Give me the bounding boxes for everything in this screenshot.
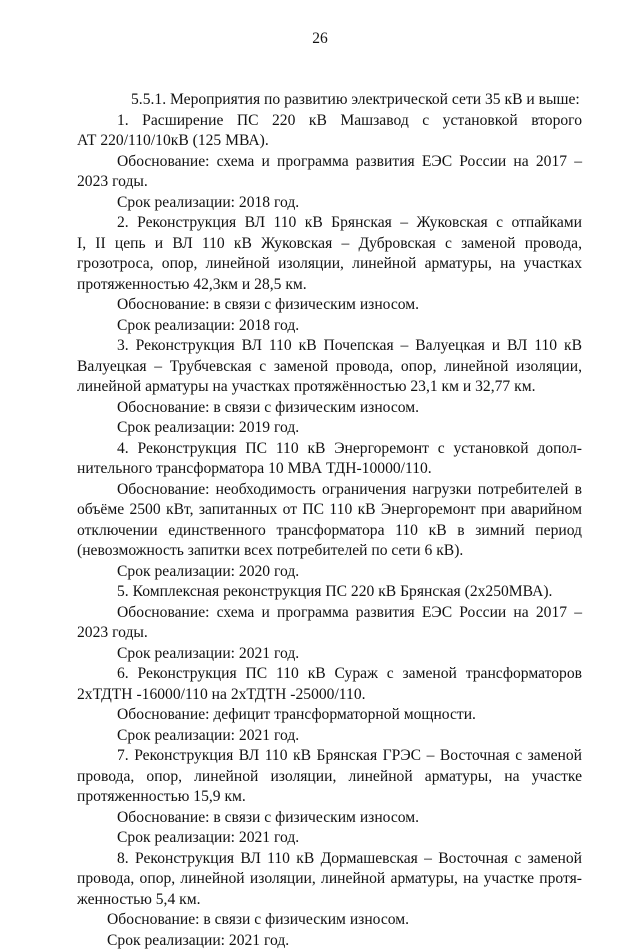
page-number: 26 xyxy=(0,30,640,48)
text-line: 1. Расширение ПС 220 кВ Машзавод с установкой второго xyxy=(77,111,582,132)
text-line: Срок реализации: 2021 год. xyxy=(77,644,582,665)
text-line: Срок реализации: 2021 год. xyxy=(77,828,582,849)
text-line: объёме 2500 кВт, запитанных от ПС 110 кВ Энергоремонт при аварийном xyxy=(77,500,582,521)
text-line: 7. Реконструкция ВЛ 110 кВ Брянская ГРЭС – Восточная с заменой xyxy=(77,746,582,767)
text-line: Срок реализации: 2018 год. xyxy=(77,316,582,337)
text-line: Обоснование: в связи с физическим износом. xyxy=(77,910,582,931)
text-line: провода, опор, линейной изоляции, линейной арматуры, на участке протя- xyxy=(77,869,582,890)
text-line: 4. Реконструкция ПС 110 кВ Энергоремонт с установкой допол- xyxy=(77,439,582,460)
text-line: Обоснование: в связи с физическим износом. xyxy=(77,295,582,316)
text-line: грозотроса, опор, линейной изоляции, линейной арматуры, на участках xyxy=(77,254,582,275)
text-line: Валуецкая – Трубчевская с заменой провода, опор, линейной изоляции, xyxy=(77,357,582,378)
text-line: Срок реализации: 2021 год. xyxy=(77,726,582,747)
text-line: протяженностью 15,9 км. xyxy=(77,787,582,808)
text-line: Срок реализации: 2021 год. xyxy=(77,931,582,951)
text-line: Срок реализации: 2020 год. xyxy=(77,562,582,583)
text-line: 3. Реконструкция ВЛ 110 кВ Почепская – Валуецкая и ВЛ 110 кВ xyxy=(77,336,582,357)
text-line: Обоснование: дефицит трансформаторной мощности. xyxy=(77,705,582,726)
text-line: 5.5.1. Мероприятия по развитию электрической сети 35 кВ и выше: xyxy=(77,90,582,111)
text-line: линейной арматуры на участках протяжённостью 23,1 км и 32,77 км. xyxy=(77,377,582,398)
text-line: отключении единственного трансформатора 110 кВ в зимний период xyxy=(77,521,582,542)
text-line: 2023 годы. xyxy=(77,172,582,193)
text-line: Обоснование: схема и программа развития ЕЭС России на 2017 – xyxy=(77,603,582,624)
text-line: 6. Реконструкция ПС 110 кВ Сураж с заменой трансформаторов xyxy=(77,664,582,685)
text-line: Срок реализации: 2018 год. xyxy=(77,193,582,214)
text-line: Обоснование: в связи с физическим износом. xyxy=(77,808,582,829)
text-line: Обоснование: схема и программа развития ЕЭС России на 2017 – xyxy=(77,152,582,173)
text-line: 2хТДТН -16000/110 на 2хТДТН -25000/110. xyxy=(77,685,582,706)
text-line: Срок реализации: 2019 год. xyxy=(77,418,582,439)
text-line: АТ 220/110/10кВ (125 МВА). xyxy=(77,131,582,152)
document-body xyxy=(77,90,582,951)
text-line: 2. Реконструкция ВЛ 110 кВ Брянская – Жуковская с отпайками xyxy=(77,213,582,234)
text-line: протяженностью 42,3км и 28,5 км. xyxy=(77,275,582,296)
text-line: (невозможность запитки всех потребителей по сети 6 кВ). xyxy=(77,541,582,562)
text-line: 8. Реконструкция ВЛ 110 кВ Дормашевская – Восточная с заменой xyxy=(77,849,582,870)
text-line: 2023 годы. xyxy=(77,623,582,644)
text-line: Обоснование: в связи с физическим износом. xyxy=(77,398,582,419)
text-line: провода, опор, линейной изоляции, линейной арматуры, на участке xyxy=(77,767,582,788)
text-line: женностью 5,4 км. xyxy=(77,890,582,911)
text-line: нительного трансформатора 10 МВА ТДН-10000/110. xyxy=(77,459,582,480)
text-line: I, II цепь и ВЛ 110 кВ Жуковская – Дубровская с заменой провода, xyxy=(77,234,582,255)
text-line: 5. Комплексная реконструкция ПС 220 кВ Брянская (2х250МВА). xyxy=(77,582,582,603)
text-line: Обоснование: необходимость ограничения нагрузки потребителей в xyxy=(77,480,582,501)
